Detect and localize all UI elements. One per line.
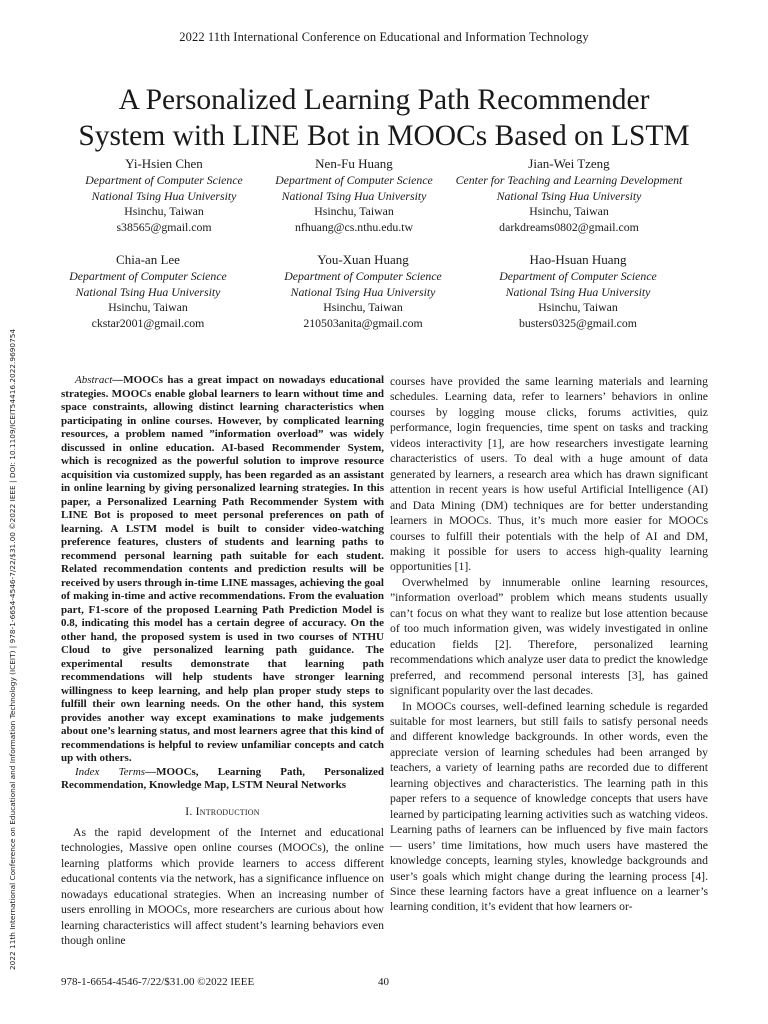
author-univ: National Tsing Hua University — [290, 284, 436, 299]
author-dept: Department of Computer Science — [69, 269, 227, 284]
author-location: Hsinchu, Taiwan — [323, 300, 403, 315]
author-name: Hao-Hsuan Huang — [529, 252, 627, 267]
author-univ: National Tsing Hua University — [505, 284, 651, 299]
author-location: Hsinchu, Taiwan — [529, 204, 609, 219]
author-location: Hsinchu, Taiwan — [108, 300, 188, 315]
body-paragraph: courses have provided the same learning materials and learning schedules. Learning data, refer to learners’ behaviors in online courses by logging mouse clicks, forums activities, quiz performance, login frequencies, time spent on tasks and tracking videos interactivity [1], are how researchers investigate learning characteristics of users. To deal with a huge amount of data generated by learners, a research area which has drawn significant attention in recent years is how useful Artificial Intelligence (AI) and Data Mining (DM) techniques are for better understanding learners in MOOCs. Thus, it’s much more easier for MOOCs courses to fulfill their potentials with the help of AI and DM, making it possible for users to access high-quality learning opportunities [1]. — [390, 375, 708, 574]
abstract — [61, 374, 384, 766]
author-email: ckstar2001@gmail.com — [91, 315, 205, 330]
author-univ: National Tsing Hua University — [496, 188, 642, 203]
author-block — [275, 156, 433, 236]
author-name: Jian-Wei Tzeng — [528, 156, 610, 171]
footer-copyright: 978-1-6654-4546-7/22/$31.00 ©2022 IEEE — [61, 976, 255, 988]
author-block — [85, 156, 243, 236]
author-dept: Department of Computer Science — [284, 269, 442, 284]
author-block — [499, 252, 657, 332]
index-terms-text: —MOOCs, Learning Path, Personalized Recommendation, Knowledge Map, LSTM Neural Networks — [61, 765, 384, 791]
index-terms-label: Index Terms — [75, 765, 146, 778]
section-title: Introduction — [195, 804, 260, 818]
author-name: You-Xuan Huang — [317, 252, 409, 267]
conference-header: 2022 11th International Conference on Educational and Information Technology — [179, 30, 589, 44]
index-terms — [61, 766, 384, 793]
author-univ: National Tsing Hua University — [91, 188, 237, 203]
abstract-text: —MOOCs has a great impact on nowadays educational strategies. MOOCs enable global learners to learn without time and space constraints, allowing distinct learning characteristics when participating in online courses. However, by complicated learning resources, a problem named ”information overload” was widely discussed in online education. AI-based Recommender System, which is recognized as the powerful solution to improve resource acquisition via customized supply, has been regarded as an assistant in online learning by giving personalized learning strategies. In this paper, a Personalized Learning Path Recommender System with LINE Bot is proposed to meet personal preferences on path of learning. A LSTM model is built to consider video-watching preference features, clusters of students and learning paths to recommend personal learning path suitable for each student. Related recommendation contents and prediction results will be received by users through in-time LINE massages, achieving the goal of making in-time and active recommendations. From the evaluation part, F1-score of the proposed Learning Path Prediction Model is 0.8, indicating this model has a certain degree of accuracy. On the other hand, the proposed system is used in two courses of NTHU Cloud to give personalized learning path guidance. The experimental results demonstrate that learning path recommendations will help students have stronger learning willingness to keep learning, and help plan proper study steps to fulfill their own learning needs. On the other hand, this system provides another way except examinations to make judgements about one’s learning status, and most learners agree that this kind of recommendations is helpful to review unfamiliar concepts and catch up with others. — [61, 374, 384, 764]
side-doi-strip: 2022 11th International Conference on Educational and Information Technology (ICEIT) | 978-1-6654-4546-7/22/$31.00 ©2022 IEEE | DOI: 10.1109/ICEIT54416.2022.9690754 — [8, 328, 17, 970]
author-name: Nen-Fu Huang — [315, 156, 393, 171]
author-name: Yi-Hsien Chen — [125, 156, 203, 171]
author-location: Hsinchu, Taiwan — [124, 204, 204, 219]
paper-title — [0, 82, 768, 154]
author-location: Hsinchu, Taiwan — [314, 204, 394, 219]
author-block — [69, 252, 227, 332]
right-column — [390, 374, 708, 915]
author-univ: National Tsing Hua University — [281, 188, 427, 203]
author-dept: Department of Computer Science — [85, 173, 243, 188]
page-number: 40 — [378, 976, 389, 988]
author-block — [284, 252, 442, 332]
body-paragraph: Overwhelmed by innumerable online learning resources, ”information overload” problem which means students usually can’t focus on what they want to realize but lose attention because of too much information given, was widely investigated in online education fields [2]. Therefore, personalized learning recommendations which analyze user data to predict the knowledge preferred, and recommend personal interests [3], has gained significant popularity over the last decades. — [390, 575, 708, 698]
abstract-label: Abstract — [75, 374, 113, 386]
section-heading — [61, 804, 384, 819]
author-location: Hsinchu, Taiwan — [538, 300, 618, 315]
body-paragraph: In MOOCs courses, well-defined learning schedule is regarded suitable for most learners, but still fails to satisfy personal needs and different knowledge backgrounds. In other words, even the appreciate version of learning schedules had been arranged by teachers, a variety of learning paths are recorded due to different learning objectives and characteristics. The learning path in this paper refers to a sequence of knowledge concepts that users have learned by participating learning activities such as watching videos. Learning paths of learners can be influenced by five main factors — users’ time limitations, how much users have mastered the knowledge concepts, learning styles, knowledge backgrounds and user’s goals which might change during the learning process [4]. Since these learning factors have a great influence on a learner’s learning condition, it’s evident that how learners or- — [390, 699, 708, 914]
author-dept: Department of Computer Science — [275, 173, 433, 188]
author-email: 210503anita@gmail.com — [303, 315, 423, 330]
title-line: System with LINE Bot in MOOCs Based on LSTM — [78, 119, 690, 152]
body-paragraph: As the rapid development of the Internet and educational technologies, Massive open online courses (MOOCs), the online learning platforms which provide learners to access different educational contents via the network, has a significance influence on nowadays educational strategies. When an increasing number of users enrolling in MOOCs, more researchers are curious about how learning characteristics will affect student’s learning behaviors even though online — [61, 825, 384, 948]
author-email: darkdreams0802@gmail.com — [499, 219, 639, 234]
author-email: nfhuang@cs.nthu.edu.tw — [295, 219, 413, 234]
author-email: s38565@gmail.com — [116, 219, 212, 234]
author-name: Chia-an Lee — [116, 252, 180, 267]
author-email: busters0325@gmail.com — [518, 315, 637, 330]
author-dept: Center for Teaching and Learning Development — [455, 173, 683, 188]
author-block — [456, 156, 683, 236]
author-dept: Department of Computer Science — [499, 269, 657, 284]
title-line: A Personalized Learning Path Recommender — [118, 83, 650, 116]
left-column — [61, 374, 384, 949]
author-univ: National Tsing Hua University — [75, 284, 221, 299]
section-numeral: I. — [185, 804, 196, 818]
